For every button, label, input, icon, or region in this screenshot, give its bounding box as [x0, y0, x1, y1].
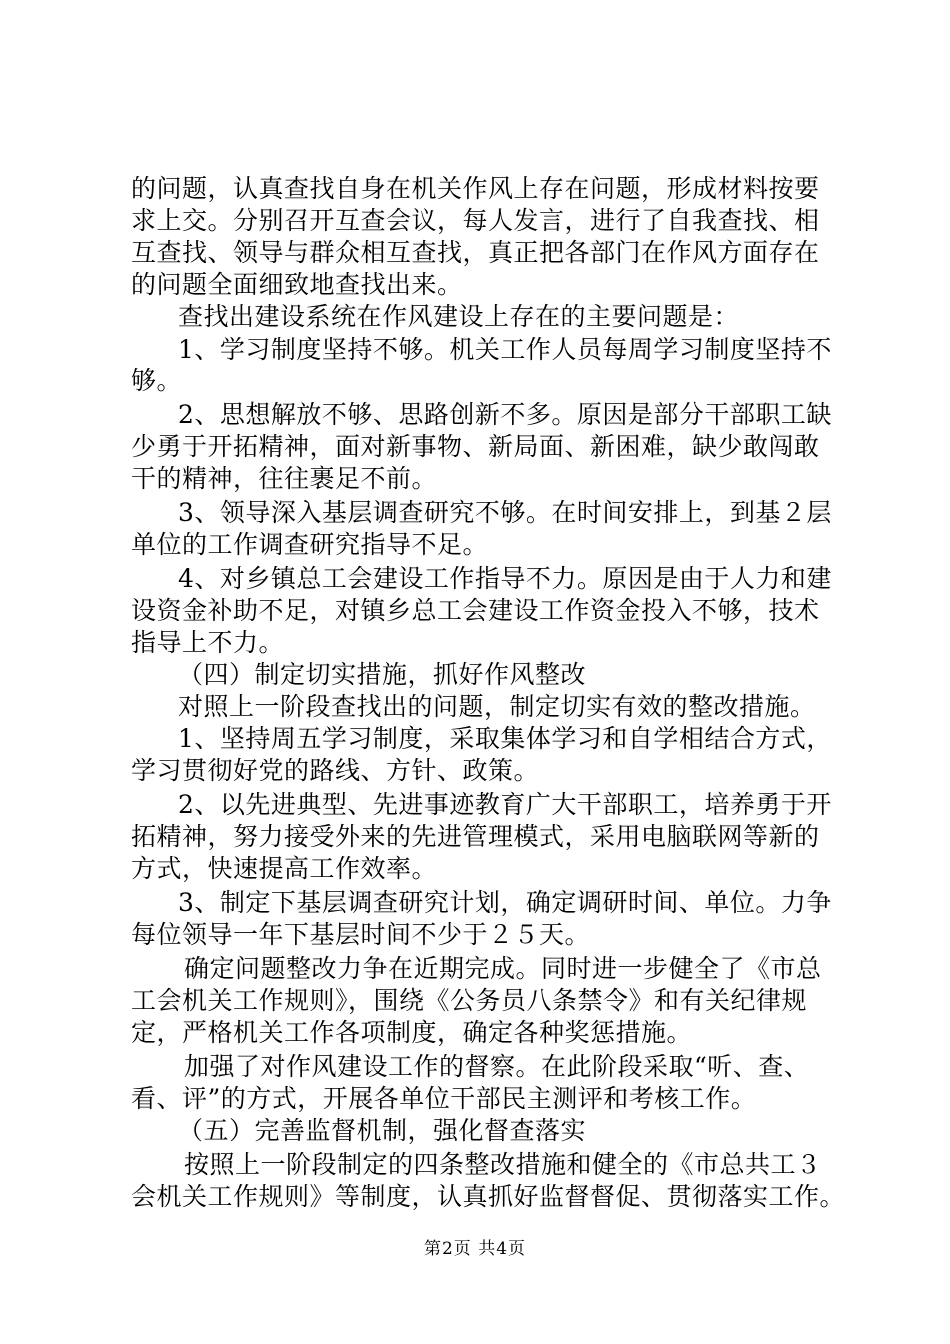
body-line: 拓精神，努力接受外来的先进管理模式，采用电脑联网等新的	[131, 822, 820, 851]
body-line: 每位领导一年下基层时间不少于２５天。	[131, 920, 591, 949]
page-footer: 第2页 共4页	[423, 1239, 527, 1259]
body-line: 够。	[131, 366, 183, 395]
body-line: 方式，快速提高工作效率。	[131, 854, 438, 883]
body-line: 确定问题整改力争在近期完成。同时进一步健全了《市总	[184, 954, 822, 983]
body-line: 少勇于开拓精神，面对新事物、新局面、新困难，缺少敢闯敢	[131, 432, 820, 461]
body-line: 对照上一阶段查找出的问题，制定切实有效的整改措施。	[178, 692, 816, 721]
body-line: 干的精神，往往裹足不前。	[131, 464, 438, 493]
body-line: 单位的工作调查研究指导不足。	[131, 530, 489, 559]
body-line: 1、学习制度坚持不够。机关工作人员每周学习制度坚持不	[178, 335, 832, 364]
body-line: 2、以先进典型、先进事迹教育广大干部职工，培养勇于开	[178, 790, 832, 819]
body-line: 学习贯彻好党的路线、方针、政策。	[131, 756, 540, 785]
body-line: 会机关工作规则》等制度，认真抓好监督督促、贯彻落实工作。	[131, 1182, 846, 1211]
body-line: 设资金补助不足，对镇乡总工会建设工作资金投入不够，技术	[131, 596, 820, 625]
section-heading: （四）制定切实措施，抓好作风整改	[178, 660, 587, 689]
body-line: 3、领导深入基层调查研究不够。在时间安排上，到基２层	[178, 498, 832, 527]
body-line: 的问题全面细致地查找出来。	[131, 270, 463, 299]
body-line: 4、对乡镇总工会建设工作指导不力。原因是由于人力和建	[178, 564, 832, 593]
body-line: 查找出建设系统在作风建设上存在的主要问题是：	[178, 302, 740, 331]
body-line: 加强了对作风建设工作的督察。在此阶段采取“听、查、	[184, 1052, 810, 1081]
body-line: 按照上一阶段制定的四条整改措施和健全的《市总共工３	[184, 1150, 822, 1179]
body-line: 1、坚持周五学习制度，采取集体学习和自学相结合方式，	[178, 724, 832, 753]
body-line: 3、制定下基层调查研究计划，确定调研时间、单位。力争	[178, 888, 832, 917]
body-line: 工会机关工作规则》，围绕《公务员八条禁令》和有关纪律规	[131, 986, 808, 1015]
body-line: 互查找、领导与群众相互查找，真正把各部门在作风方面存在	[131, 238, 820, 267]
body-line: 指导上不力。	[131, 628, 285, 657]
body-line: 定，严格机关工作各项制度，确定各种奖惩措施。	[131, 1018, 693, 1047]
body-line: 2、思想解放不够、思路创新不多。原因是部分干部职工缺	[178, 400, 832, 429]
body-line: 看、评”的方式，开展各单位干部民主测评和考核工作。	[131, 1084, 757, 1113]
body-line: 的问题，认真查找自身在机关作风上存在问题，形成材料按要	[131, 174, 820, 203]
section-heading: （五）完善监督机制，强化督查落实	[178, 1116, 587, 1145]
body-line: 求上交。分别召开互查会议，每人发言，进行了自我查找、相	[131, 206, 820, 235]
